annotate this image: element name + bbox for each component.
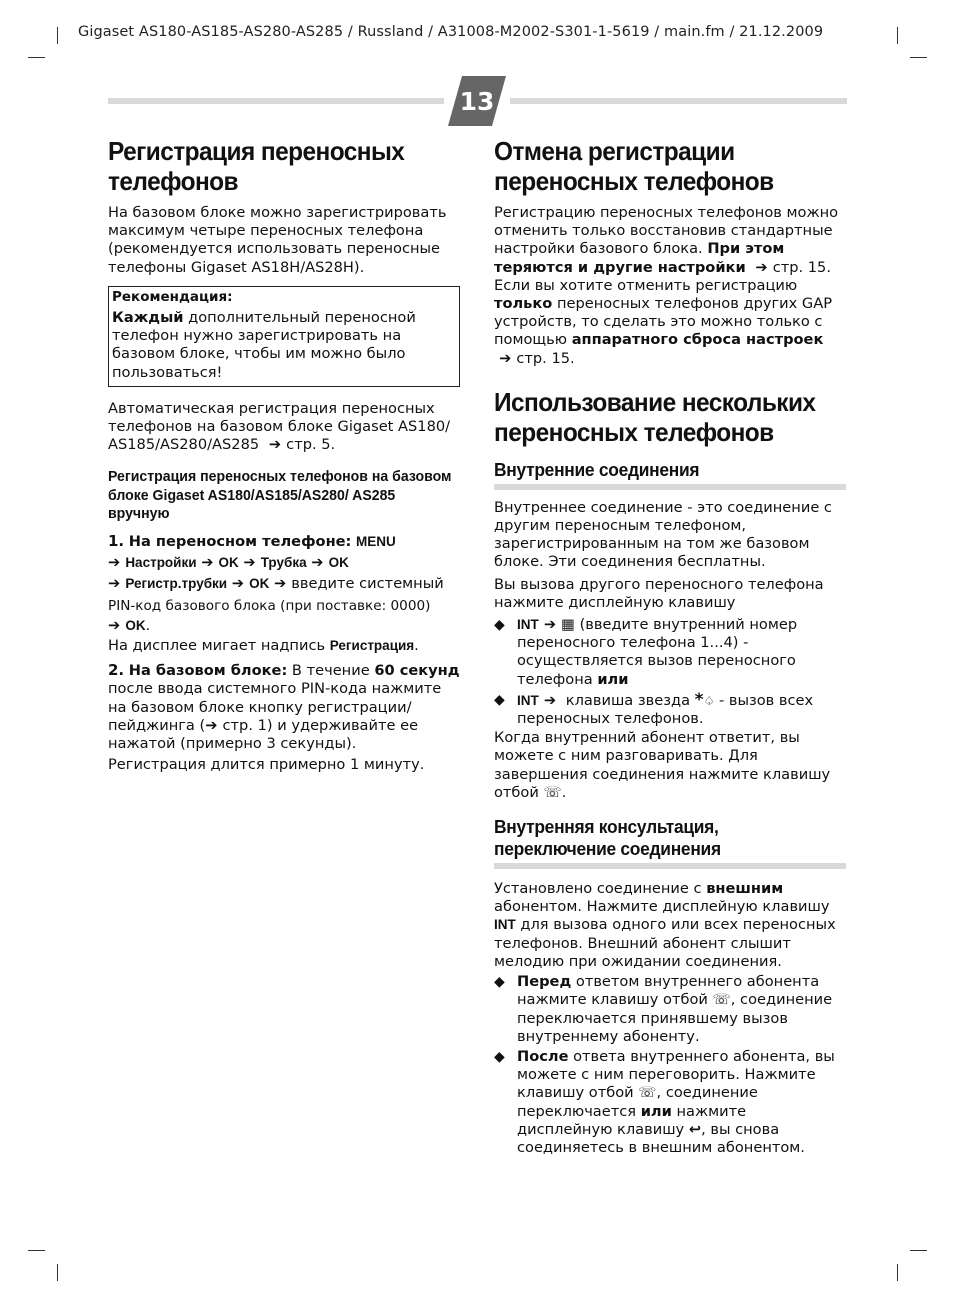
arrow-icon: ➔ [538, 691, 562, 709]
arrow-icon: ➔ [750, 258, 773, 276]
back-softkey-icon: ↩ [688, 1120, 702, 1138]
arrow-icon: ➔ [201, 554, 219, 572]
bullet-diamond-icon: ◆ [494, 1048, 505, 1065]
menu-item-settings: Настройки [125, 555, 197, 571]
arrow-icon: ➔ [108, 554, 126, 572]
recommendation-text: дополнительный переносной телефон нужно зарегистрировать на базовом блоке, чтобы им можно было пользоваться! [112, 309, 416, 381]
arrow-icon: ➔ [263, 436, 287, 454]
arrow-icon: ➔ [231, 575, 250, 593]
step-2-ref: стр. 1 [222, 716, 267, 734]
page-number: 13 [459, 87, 495, 116]
pin-text: PIN-код базового блока (при поставке: 0000) [108, 597, 431, 614]
right-column [494, 136, 846, 1157]
menu-softkey: MENU [356, 533, 396, 549]
end-call-key-icon: ☏ [638, 1084, 657, 1102]
cancel-ref-1: стр. 15. [772, 258, 831, 276]
keypad-icon: ▦ [561, 616, 575, 634]
crop-mark [910, 1250, 927, 1251]
internal-heading-rule [494, 484, 846, 490]
step-1-text: введите системный [291, 575, 444, 593]
step-1: 1. На переносном телефоне: MENU ➔ Настройки ➔ OK ➔ Трубка ➔ OK ➔ Регистр.трубки ➔ OK ➔ введите системный PIN-код базового блока (при поставке: 0000) ➔ OK. На дисплее мигает надпись Регистрация. [108, 532, 460, 655]
blink-text: На дисплее мигает надпись [108, 636, 326, 654]
bullet-diamond-icon: ◆ [494, 617, 505, 634]
arrow-icon: ➔ [108, 575, 126, 593]
crop-mark [57, 1264, 58, 1281]
step-2-seconds: 60 секунд [374, 662, 460, 680]
consult-text: Установлено соединение с внешним абонентом. Нажмите дисплейную клавишу INT для вызова одного или всех переносных телефонов. Внешний абонент слышит мелодию при ожидании соединения. [494, 880, 836, 970]
cancel-ref-2: стр. 15. [516, 349, 575, 367]
arrow-icon: ➔ [108, 616, 126, 634]
ok-softkey: OK [125, 617, 146, 633]
auto-reg-ref: стр. 5. [286, 436, 336, 454]
step-2-label: На базовом блоке: [128, 662, 288, 680]
bullet-diamond-icon: ◆ [494, 691, 505, 708]
crop-mark [28, 1250, 45, 1251]
crop-mark [897, 27, 898, 44]
recommendation-label: Рекомендация: [112, 288, 233, 305]
consult-heading-rule [494, 863, 846, 869]
duration-text: Регистрация длится примерно 1 минуту. [108, 756, 425, 774]
arrow-icon: ➔ [494, 349, 517, 367]
bullet-item: ◆ После ответа внутреннего абонента, вы можете с ним переговорить. Нажмите клавишу отбой ☏, соединение переключается или нажмите дисплейную клавишу ↩, вы снова соединяетесь в внешним абонентом. [494, 1047, 835, 1156]
end-call-key-icon: ☏ [712, 991, 731, 1009]
ok-softkey: OK [249, 576, 270, 592]
end-call-key-icon: ☏ [543, 783, 562, 801]
recommendation-box [108, 286, 460, 387]
internal-text: Внутреннее соединение - это соединение с другим переносным телефоном, зарегистрированным на том же базовом блоке. Эти соединения бесплатны. [494, 498, 832, 571]
crop-mark [57, 27, 58, 44]
bullet-item: ◆ Перед ответом внутреннего абонента нажмите клавишу отбой ☏, соединение переключается принявшему вызов внутреннему абоненту. [494, 973, 833, 1045]
step-1-label: На переносном телефоне: [128, 532, 352, 550]
star-key-icon: * [694, 689, 704, 710]
consult-heading: Внутренняя консультация, переключение соединения [494, 816, 721, 860]
header-rule-right [510, 98, 847, 104]
answer-text: Когда внутренний абонент ответит, вы можете с ним разговаривать. Для завершения соединения нажмите клавишу отбой ☏. [494, 729, 831, 801]
arrow-icon: ➔ [243, 554, 261, 572]
step-2: 2. На базовом блоке: В течение 60 секунд после ввода системного PIN-кода нажмите на базовом блоке кнопку регистрации/пейджинга (➔ стр. 1) и удерживайте ее нажатой (примерно 3 секунды). [108, 661, 460, 752]
menu-item-handset: Трубка [260, 555, 307, 571]
bullet-diamond-icon: ◆ [494, 974, 505, 991]
manual-heading: Регистрация переносных телефонов на базовом блоке Gigaset AS180/AS185/AS280/ AS285 вручную [108, 468, 452, 523]
menu-item-register: Регистр.трубки [125, 576, 228, 592]
intro-paragraph: На базовом блоке можно зарегистрировать максимум четыре переносных телефона (рекомендуется использовать переносные телефоны Gigaset AS18H/AS28H). [108, 204, 447, 276]
arrow-icon: ➔ [311, 554, 329, 572]
running-header: Gigaset AS180-AS185-AS280-AS285 / Russland / A31008-M2002-S301-1-5619 / main.fm / 21.12.2009 [78, 24, 824, 40]
int-softkey: INT [517, 692, 539, 708]
auto-reg-text: Автоматическая регистрация переносных телефонов на базовом блоке Gigaset AS180/ AS185/AS280/AS285 [108, 399, 451, 454]
arrow-icon: ➔ [273, 575, 292, 593]
internal-heading: Внутренние соединения [494, 458, 700, 480]
bullet-item: ◆ INT ➔ ▦ (введите внутренний номер переносного телефона 1...4) - осуществляется вызов переносного телефона или [494, 616, 798, 688]
crop-mark [897, 1264, 898, 1281]
int-softkey: INT [517, 617, 539, 633]
display-registration: Регистрация [329, 637, 415, 653]
cancel-paragraph: Регистрацию переносных телефонов можно отменить только восстановив стандартные настройки базового блока. При этом теряются и другие настройки ➔ стр. 15. Если вы хотите отменить регистрацию только переносных телефонов других GAP устройств, то сделать это можно только с помощью аппаратного сброса настроек ➔ стр. 15. [494, 204, 839, 367]
crop-mark [28, 57, 45, 58]
header-rule-left [108, 98, 444, 104]
bell-off-icon: ♤ [703, 693, 715, 708]
crop-mark [910, 57, 927, 58]
int-softkey: INT [494, 917, 516, 933]
step-2-number: 2. [108, 661, 125, 680]
section-title: Регистрация переносных телефонов [108, 136, 405, 196]
cancel-title: Отмена регистрации переносных телефонов [494, 136, 774, 196]
step-1-number: 1. [108, 531, 125, 550]
call-text: Вы вызова другого переносного телефона нажмите дисплейную клавишу [494, 575, 824, 611]
arrow-icon: ➔ [538, 616, 562, 634]
bullet-item: ◆ INT ➔ клавиша звезда *♤ - вызов всех переносных телефонов. [494, 689, 814, 728]
ok-softkey: OK [328, 555, 349, 571]
left-column [108, 136, 460, 774]
arrow-icon: ➔ [205, 716, 223, 734]
ok-softkey: OK [218, 555, 239, 571]
recommendation-emph: Каждый [112, 309, 184, 327]
multi-title: Использование нескольких переносных телефонов [494, 386, 816, 447]
